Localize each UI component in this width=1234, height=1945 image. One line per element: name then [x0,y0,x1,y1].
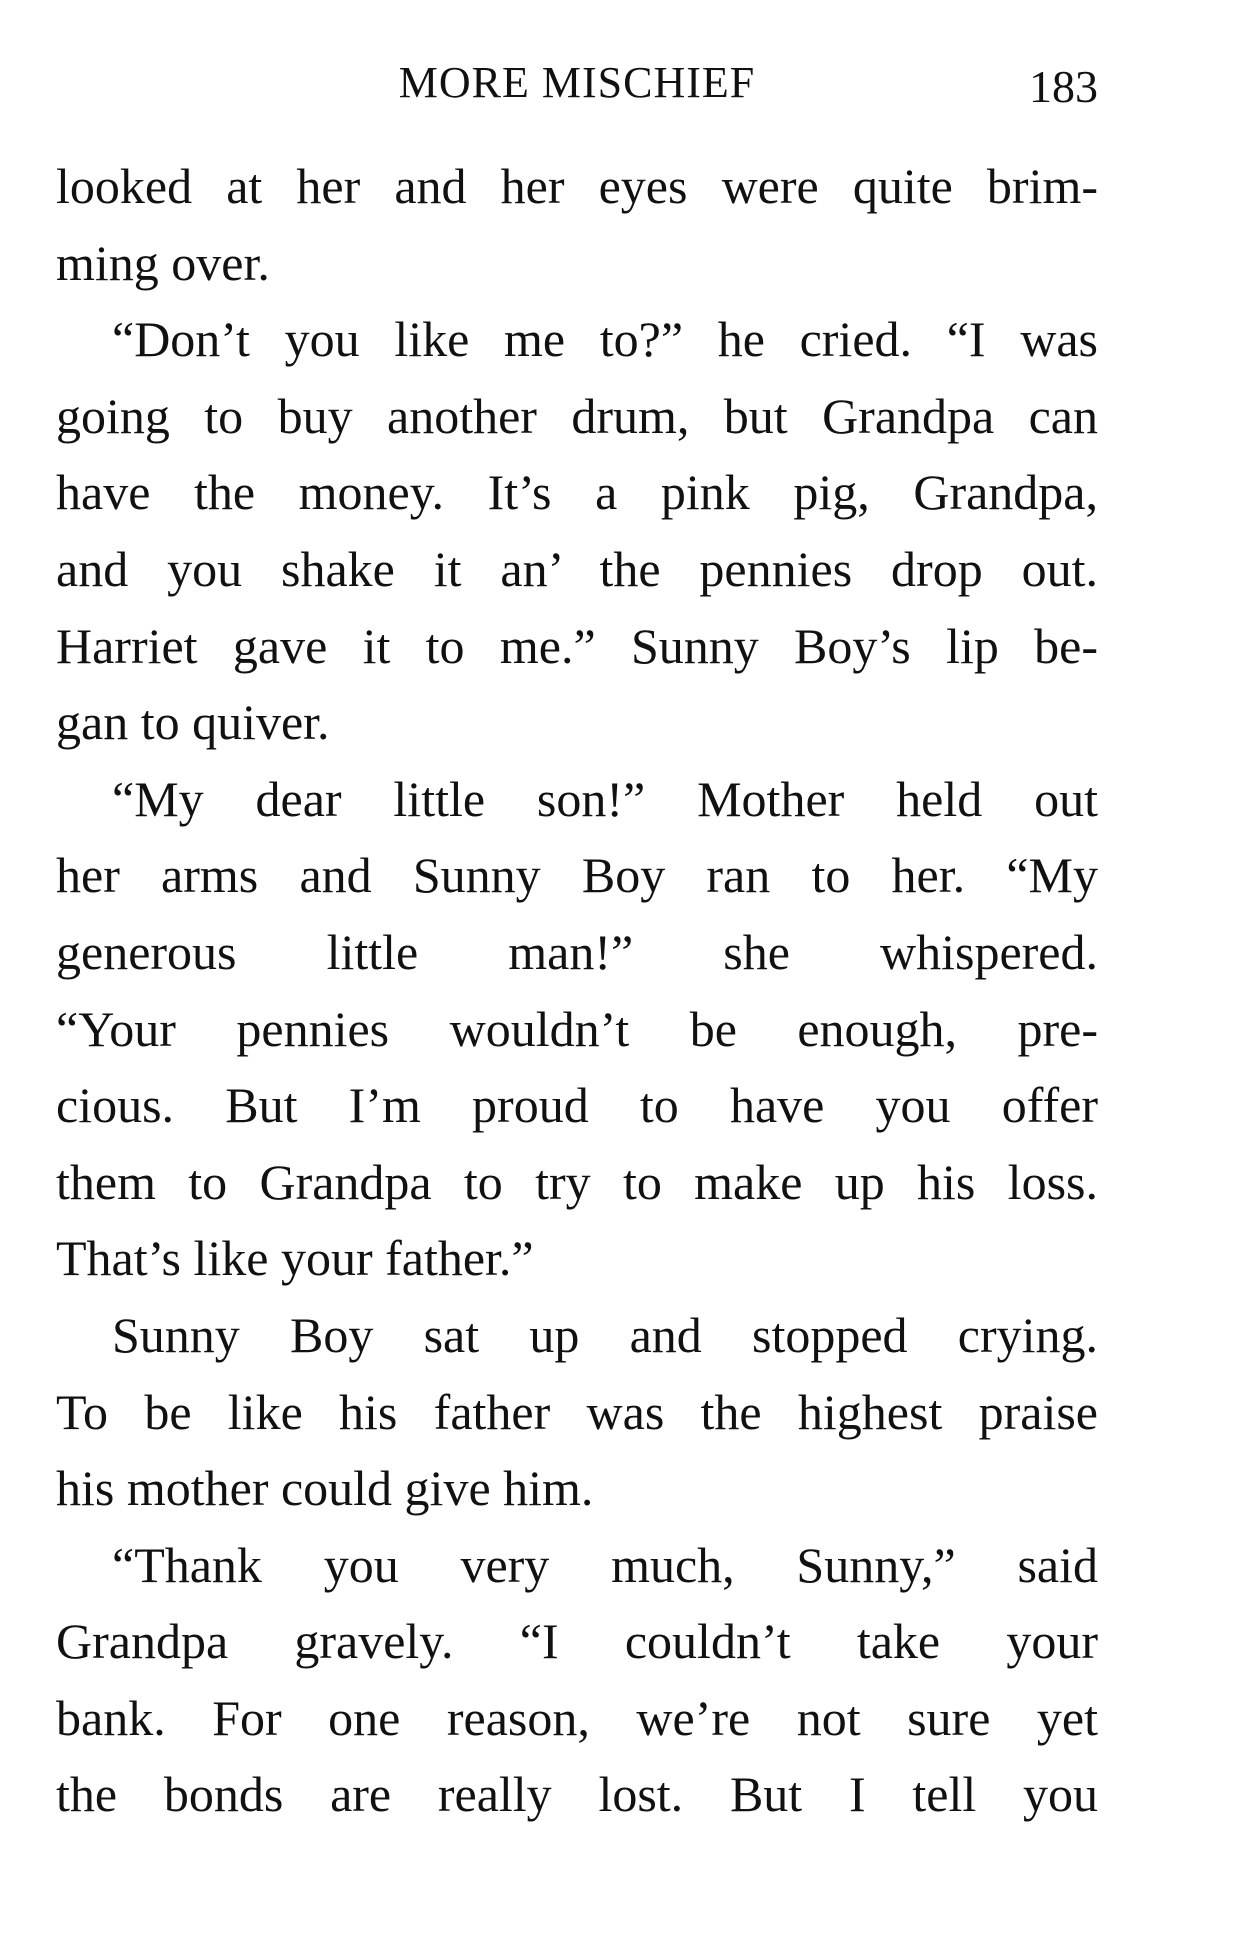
text-line: have the money. It’s a pink pig, Grandpa, [56,464,1098,521]
text-line: To be like his father was the highest praise [56,1383,1098,1440]
text-line: them to Grandpa to try to make up his loss. [56,1153,1098,1210]
text-line: cious. But I’m proud to have you offer [56,1077,1098,1134]
body-text [56,148,1098,1833]
text-line: looked at her and her eyes were quite brim- [56,158,1098,214]
text-line: gan to quiver. [56,694,330,751]
text-line: “Your pennies wouldn’t be enough, pre- [56,1000,1098,1057]
text-line: going to buy another drum, but Grandpa can [56,387,1098,444]
text-line: “Don’t you like me to?” he cried. “I was [112,311,1098,368]
text-line: Grandpa gravely. “I couldn’t take your [56,1613,1098,1670]
running-head [56,48,1098,118]
text-line: his mother could give him. [56,1460,594,1517]
text-line: generous little man!” she whispered. [56,923,1098,980]
text-line: the bonds are really lost. But I tell you [56,1766,1098,1823]
text-line: That’s like your father.” [56,1230,534,1287]
chapter-running-title: MORE MISCHIEF [398,58,756,107]
page-number: 183 [1029,61,1098,112]
text-line: bank. For one reason, we’re not sure yet [56,1689,1098,1746]
text-line: “My dear little son!” Mother held out [112,770,1098,827]
text-line: her arms and Sunny Boy ran to her. “My [56,847,1098,904]
text-line: ming over. [56,234,270,291]
text-line: Sunny Boy sat up and stopped crying. [112,1306,1098,1363]
text-line: Harriet gave it to me.” Sunny Boy’s lip be- [56,617,1098,674]
text-line: and you shake it an’ the pennies drop out. [56,540,1098,597]
text-line: “Thank you very much, Sunny,” said [112,1536,1098,1593]
